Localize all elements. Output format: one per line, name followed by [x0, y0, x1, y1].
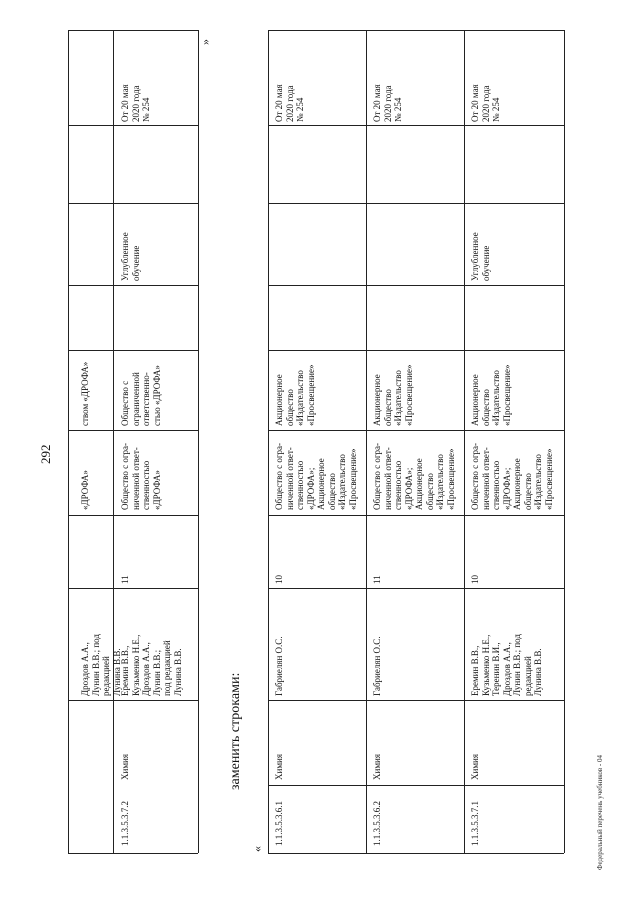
table-cell-grade: 11: [120, 575, 130, 584]
table-cell-order: От 20 мая 2020 года № 254: [120, 84, 151, 122]
table-cell-grade: 11: [372, 575, 382, 584]
table-cell-publisher: Общество с огра- ниченной ответ- ственностью «ДРОФА»; Акционерное общество «Издательство «Просвещение»: [470, 442, 554, 510]
table-cell-rights: Акционерное общество «Издательство «Просвещение»: [372, 364, 414, 426]
table-cell-order: От 20 мая 2020 года № 254: [470, 84, 501, 122]
table-cell-publisher: «ДРОФА»: [80, 470, 90, 510]
table-cell-subject: Химия: [274, 754, 284, 780]
table-cell-publisher: Общество с огра- ниченной ответ- ственностью «ДРОФА»: [120, 442, 162, 510]
table-cell-code: 1.1.3.5.3.6.1: [274, 801, 284, 846]
opening-quote: «: [250, 846, 264, 852]
table-cell-publisher: Общество с огра- ниченной ответ- ственностью «ДРОФА»; Акционерное общество «Издательство «Просвещение»: [274, 442, 358, 510]
table-cell-rights: Акционерное общество «Издательство «Просвещение»: [470, 364, 512, 426]
table-cell-rights: Акционерное общество «Издательство «Просвещение»: [274, 364, 316, 426]
table-cell-order: От 20 мая 2020 года № 254: [274, 84, 305, 122]
table-cell-authors: Дроздов А.А., Лунин В.В.; под редакцией Лунина В.В.: [80, 634, 122, 696]
table-cell-publisher-cont: ством «ДРОФА»: [80, 361, 90, 426]
table-cell-level: Углубленное обучение: [120, 232, 141, 281]
table-cell-authors: Еремин В.В., Кузьменко Н.Е., Дроздов А.А., Лунин В.В.; под редакцией Лунина В.В.: [120, 634, 183, 696]
footer-text: Федеральный перечень учебников - 04: [596, 755, 604, 870]
closing-quote: »: [198, 39, 212, 45]
table-cell-authors: Еремин В.В., Кузьменко Н.Е., Теренин В.И., Дроздов А.А., Лунин В.В.; под редакцией Лунина В.В.: [470, 634, 543, 696]
table-cell-subject: Химия: [372, 754, 382, 780]
table-cell-order: От 20 мая 2020 года № 254: [372, 84, 403, 122]
table-cell-code: 1.1.3.5.3.7.1: [470, 801, 480, 846]
table-cell-code: 1.1.3.5.3.7.2: [120, 801, 130, 846]
table-cell-publisher: Общество с огра- ниченной ответ- ственностью «ДРОФА»; Акционерное общество «Издательство «Просвещение»: [372, 442, 456, 510]
table-cell-subject: Химия: [120, 754, 130, 780]
table-cell-grade: 10: [470, 575, 480, 584]
table-cell-subject: Химия: [470, 754, 480, 780]
table-cell-level: Углубленное обучение: [470, 232, 491, 281]
replace-heading: заменить строками:: [228, 672, 243, 790]
table-cell-code: 1.1.3.5.3.6.2: [372, 801, 382, 846]
page-number: 292: [38, 444, 53, 464]
table-cell-grade: 10: [274, 575, 284, 584]
table-cell-rights: Общество с ограниченной ответственно- стью «ДРОФА»: [120, 365, 162, 426]
table-cell-authors: Габриелян О.С.: [372, 636, 382, 696]
table-cell-authors: Габриелян О.С.: [274, 636, 284, 696]
